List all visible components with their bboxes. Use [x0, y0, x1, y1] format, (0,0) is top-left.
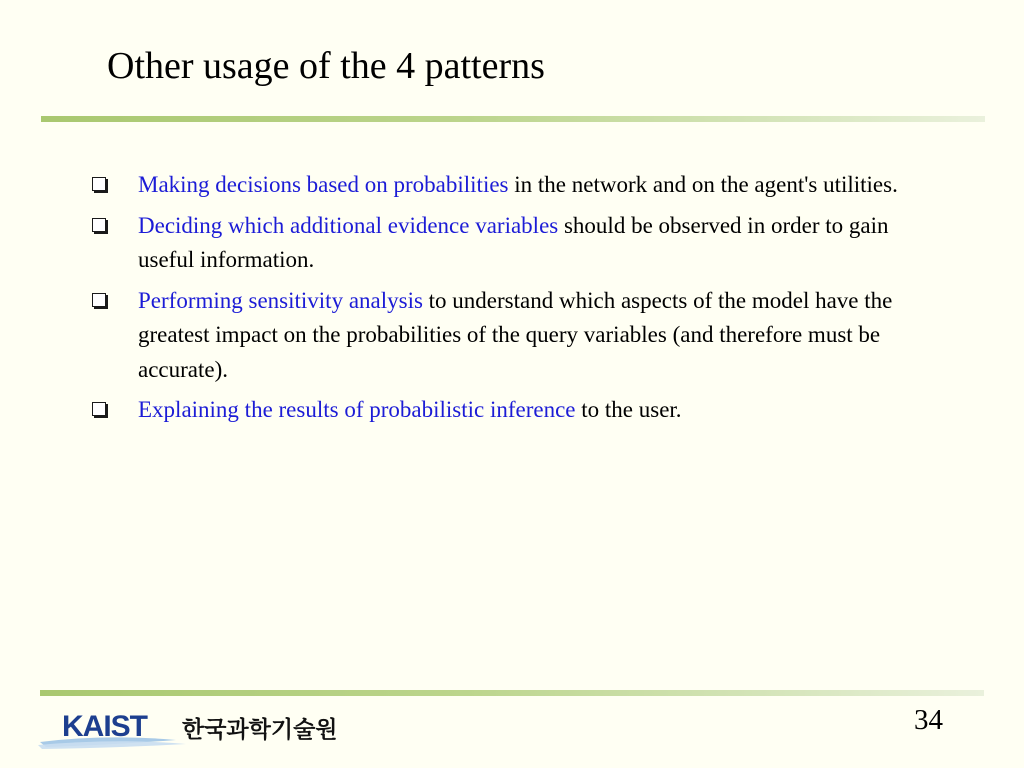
- bullet-highlight: Deciding which additional evidence variables: [138, 212, 559, 238]
- kaist-logo: [36, 704, 396, 756]
- slide-title: Other usage of the 4 patterns: [107, 45, 545, 87]
- bullet-text: to the user.: [575, 397, 682, 422]
- bullet-item: [88, 168, 928, 203]
- checkbox-bullet-icon: [92, 218, 106, 232]
- bullet-highlight: Making decisions based on probabilities: [138, 172, 509, 197]
- bullet-highlight: Performing sensitivity analysis: [138, 287, 423, 313]
- checkbox-bullet-icon: [92, 293, 106, 307]
- bullet-text: should be observed in order to gain useful information.: [138, 212, 889, 272]
- title-divider: [41, 116, 985, 122]
- bullet-highlight: Explaining the results of probabilistic inference: [138, 397, 576, 422]
- bullet-text: to understand which aspects of the model have the greatest impact on the probabilities of the query variables (and therefore must be accurate).: [138, 287, 893, 382]
- checkbox-bullet-icon: [92, 402, 106, 416]
- kaist-korean-name: 한국과학기술원: [182, 717, 338, 743]
- checkbox-bullet-icon: [92, 177, 106, 191]
- bullet-item: [88, 209, 928, 278]
- footer-divider: [40, 690, 984, 696]
- page-number: 34: [914, 704, 943, 736]
- bullet-text: in the network and on the agent's utilities.: [508, 172, 898, 197]
- bullet-item: [88, 393, 928, 428]
- bullet-list: [88, 168, 928, 434]
- bullet-item: [88, 284, 928, 388]
- kaist-wordmark: KAIST: [62, 710, 147, 743]
